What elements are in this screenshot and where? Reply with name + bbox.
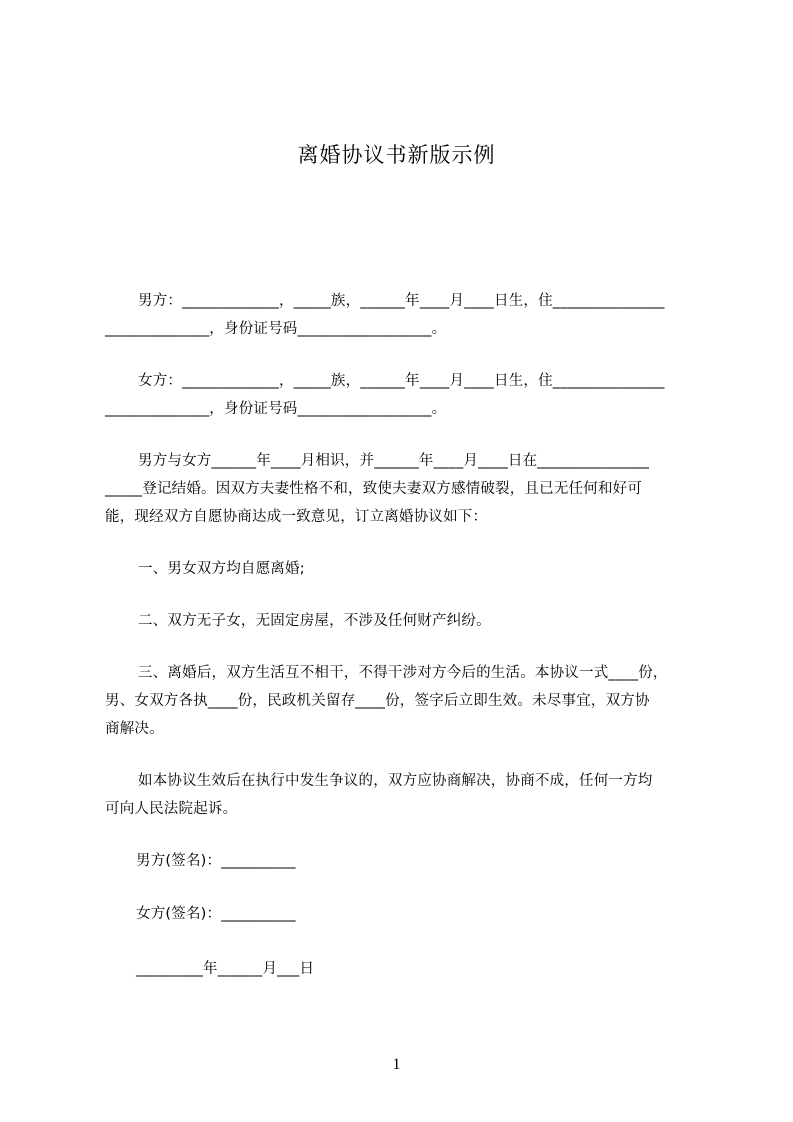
dispute-clause-line-1: 如本协议生效后在执行中发生争议的，双方应协商解决，协商不成，任何一方均 <box>138 773 653 789</box>
female-party-info-line-2: ______________，身份证号码__________________。 <box>105 401 447 417</box>
dispute-clause-line-2: 可向人民法院起诉。 <box>105 801 238 817</box>
page-number: 1 <box>392 1056 401 1073</box>
clause-one: 一、男女双方均自愿离婚; <box>138 561 305 577</box>
clause-three-line-1: 三、离婚后，双方生活互不相干，不得干涉对方今后的生活。本协议一式____份， <box>138 665 668 681</box>
clause-three-line-3: 商解决。 <box>105 721 164 737</box>
male-party-info-line-2: ______________，身份证号码__________________。 <box>105 321 447 337</box>
clause-two: 二、双方无子女，无固定房屋，不涉及任何财产纠纷。 <box>138 613 491 629</box>
date-line: _________年______月___日 <box>136 961 315 977</box>
marriage-history-line-1: 男方与女方______年____月相识，并______年____月____日在_______________ <box>138 453 650 469</box>
document-title: 离婚协议书新版示例 <box>297 143 496 167</box>
marriage-history-line-3: 能，现经双方自愿协商达成一致意见，订立离婚协议如下： <box>105 509 488 525</box>
male-party-info-line-1: 男方：_____________，_____族，______年____月____日生，住_______________ <box>138 293 665 309</box>
male-signature-line: 男方(签名)：__________ <box>136 853 296 869</box>
clause-three-line-2: 男、女双方各执____份，民政机关留存____份，签字后立即生效。未尽事宜，双方协 <box>105 693 650 709</box>
marriage-history-line-2: _____登记结婚。因双方夫妻性格不和，致使夫妻双方感情破裂，且已无任何和好可 <box>105 481 643 497</box>
female-party-info-line-1: 女方：_____________，_____族，______年____月____日生，住_______________ <box>138 373 665 389</box>
female-signature-line: 女方(签名)：__________ <box>136 906 296 922</box>
